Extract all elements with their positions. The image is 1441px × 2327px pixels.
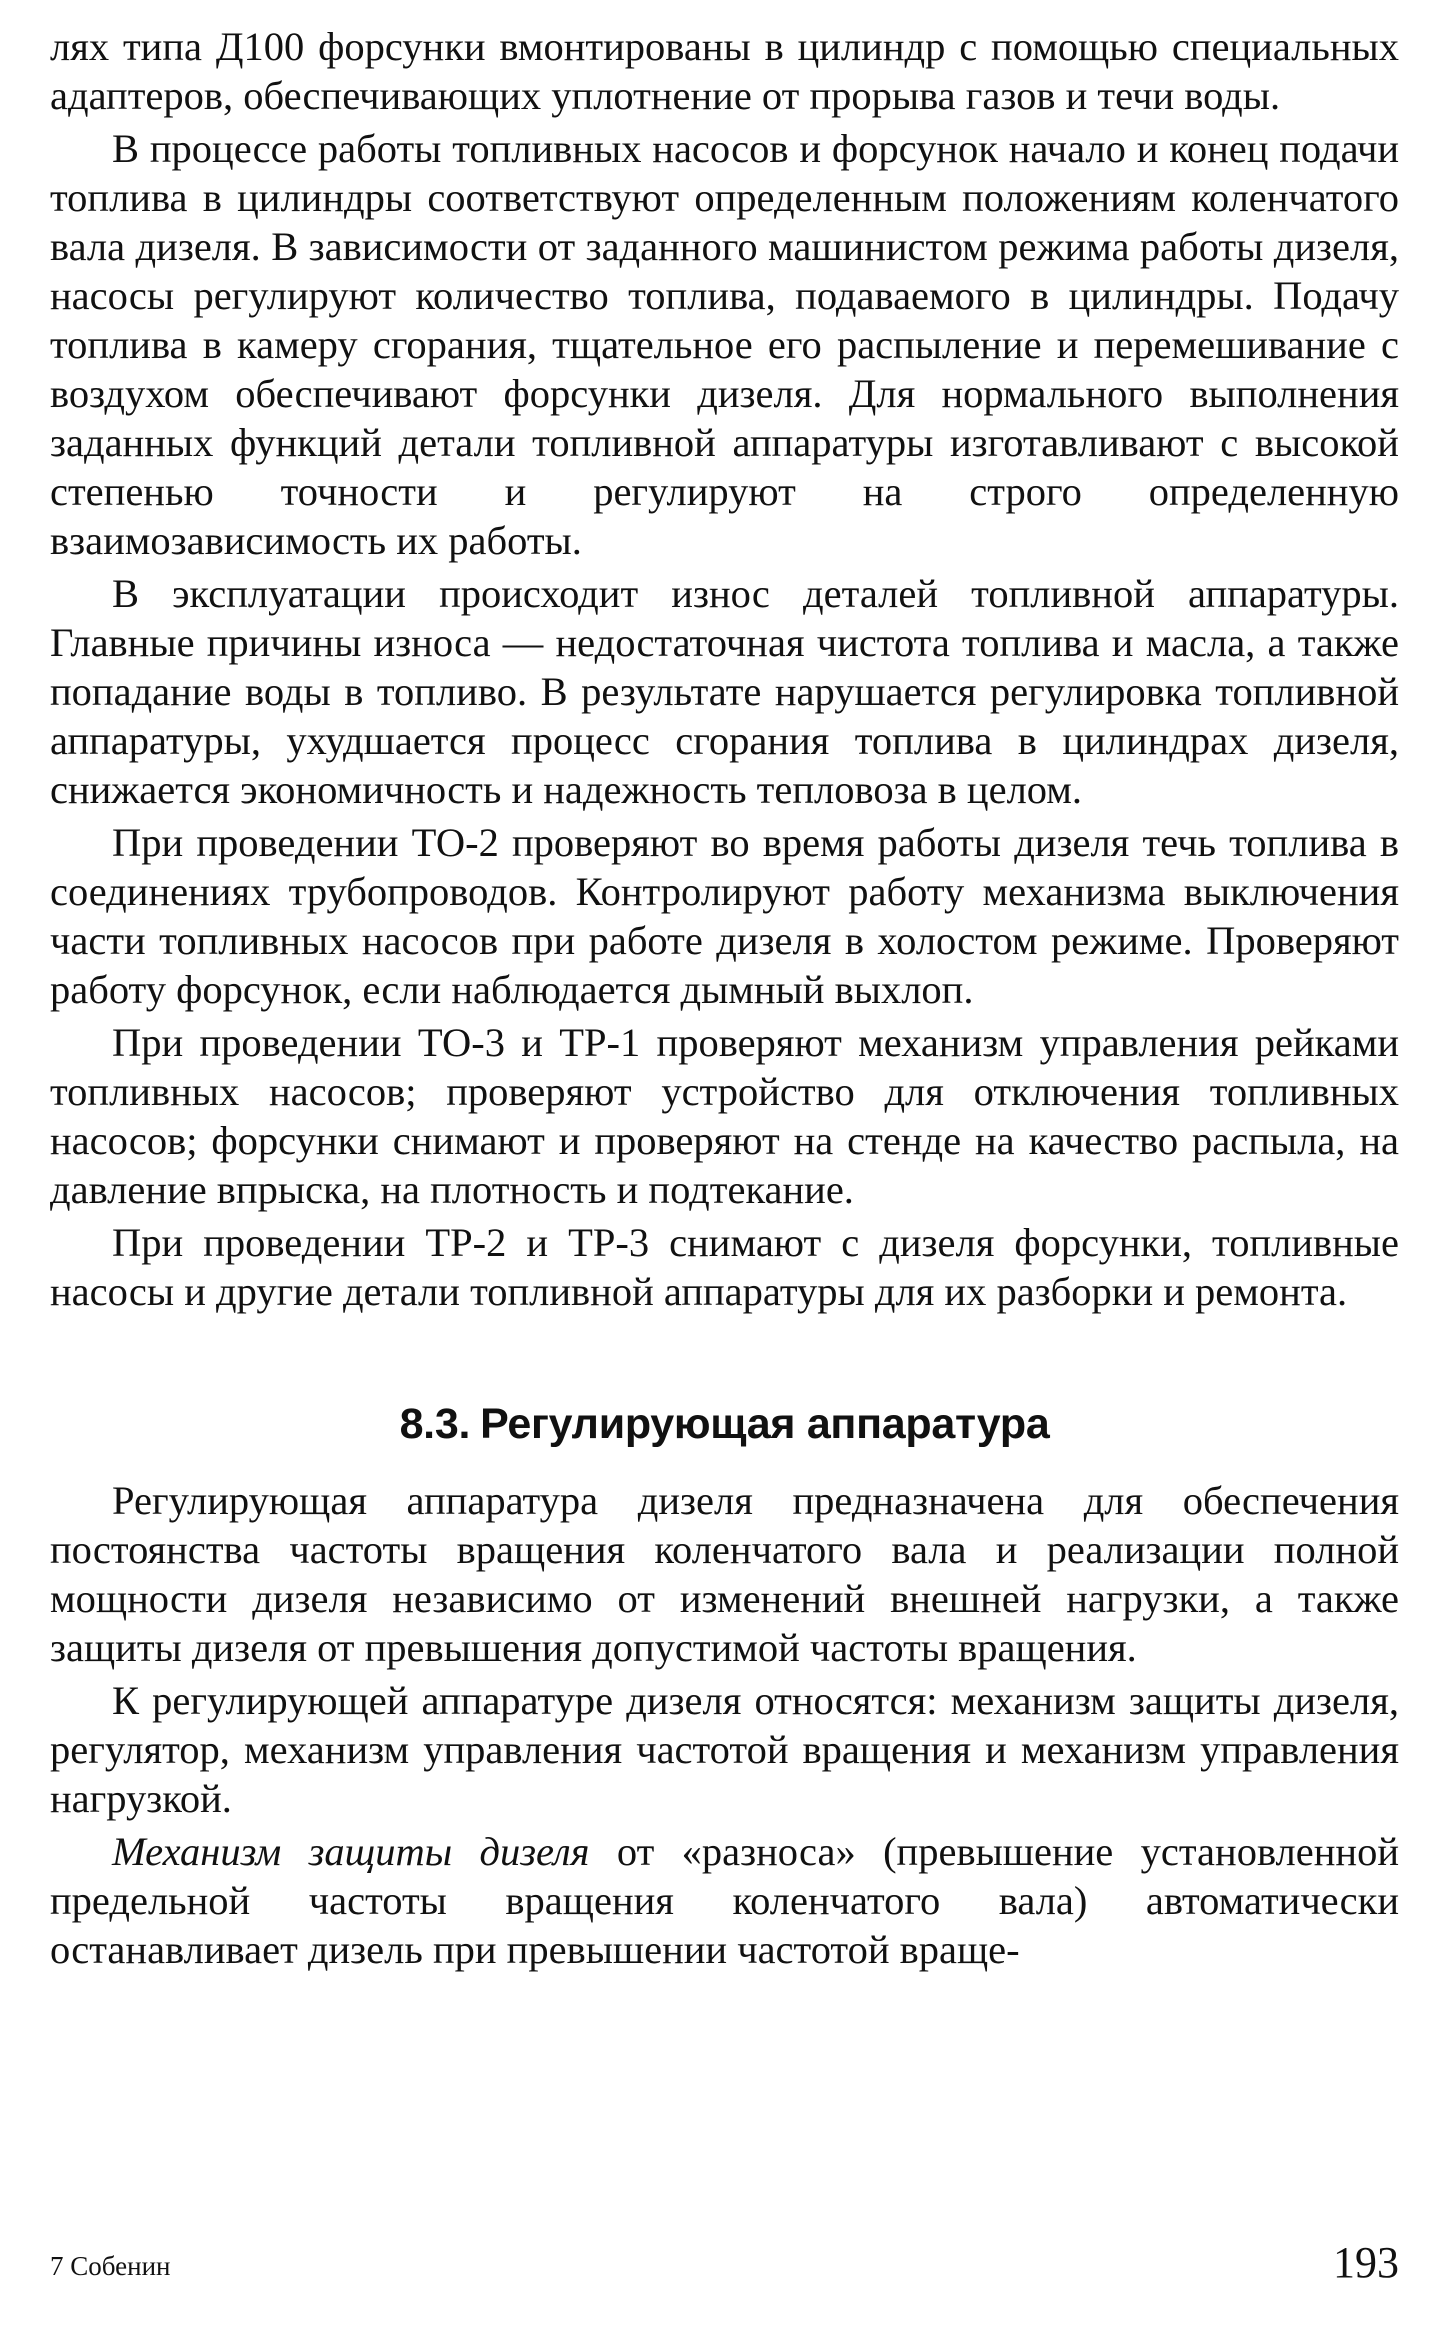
paragraph-to3-tr1: При проведении ТО-3 и ТР-1 проверяют механизм управления рейками топливных насосов; проверяют устройство для отключения топливных насосов; форсунки снимают и проверяют на стенде на качество распыла, на давление впрыска, на плотность и подтекание. [50, 1020, 1399, 1212]
printer-signature: 7 Собенин [50, 2251, 171, 2281]
paragraph-continued: лях типа Д100 форсунки вмонтированы в цилиндр с помощью специальных адаптеров, обеспечивающих уплотнение от прорыва газов и течи воды. [50, 24, 1399, 118]
paragraph-fuel-supply: В процессе работы топливных насосов и форсунок начало и конец подачи топлива в цилиндры соответствуют определенным положениям коленчатого вала дизеля. В зависимости от заданного машинистом режима работы дизеля, насосы регулируют количество топлива, подаваемого в цилиндры. Подачу топлива в камеру сгорания, тщательное его распыление и перемешивание с воздухом обеспечивают форсунки дизеля. Для нормального выполнения заданных функций детали топливной аппаратуры изготавливают с высокой степенью точности и регулируют на строго определенную взаимозависимость их работы. [50, 126, 1399, 563]
paragraph-tr2-tr3: При проведении ТР-2 и ТР-3 снимают с дизеля форсунки, топливные насосы и другие детали топливной аппаратуры для их разборки и ремонта. [50, 1220, 1399, 1314]
page-footer [50, 2227, 1399, 2287]
section-heading [50, 1398, 1399, 1450]
section-title: Регулирующая аппаратура [480, 1400, 1050, 1448]
paragraph-components: К регулирующей аппаратуре дизеля относятся: механизм защиты дизеля, регулятор, механизм управления частотой вращения и механизм управления нагрузкой. [50, 1678, 1399, 1821]
section-number: 8.3. [399, 1400, 471, 1448]
paragraph-to2: При проведении ТО-2 проверяют во время работы дизеля течь топлива в соединениях трубопроводов. Контролируют работу механизма выключения части топливных насосов при работе дизеля в холостом режиме. Проверяют работу форсунок, если наблюдается дымный выхлоп. [50, 820, 1399, 1012]
page-number: 193 [1333, 2238, 1399, 2287]
paragraph-wear: В эксплуатации происходит износ деталей топливной аппаратуры. Главные причины износа — недостаточная чистота топлива и масла, а также попадание воды в топливо. В результате нарушается регулировка топливной аппаратуры, ухудшается процесс сгорания топлива в цилиндрах дизеля, снижается экономичность и надежность тепловоза в целом. [50, 571, 1399, 812]
paragraph-protection-text: от «разноса» (превышение установленной предельной частоты вращения коленчатого вала) автоматически останавливает дизель при превышении частотой враще- [50, 1829, 1399, 1972]
paragraph-purpose: Регулирующая аппаратура дизеля предназначена для обеспечения постоянства частоты вращения коленчатого вала и реализации полной мощности дизеля независимо от изменений внешней нагрузки, а также защиты дизеля от превышения допустимой частоты вращения. [50, 1478, 1399, 1670]
paragraph-protection [50, 1827, 1399, 1974]
italic-term: Механизм защиты дизеля [112, 1829, 590, 1874]
